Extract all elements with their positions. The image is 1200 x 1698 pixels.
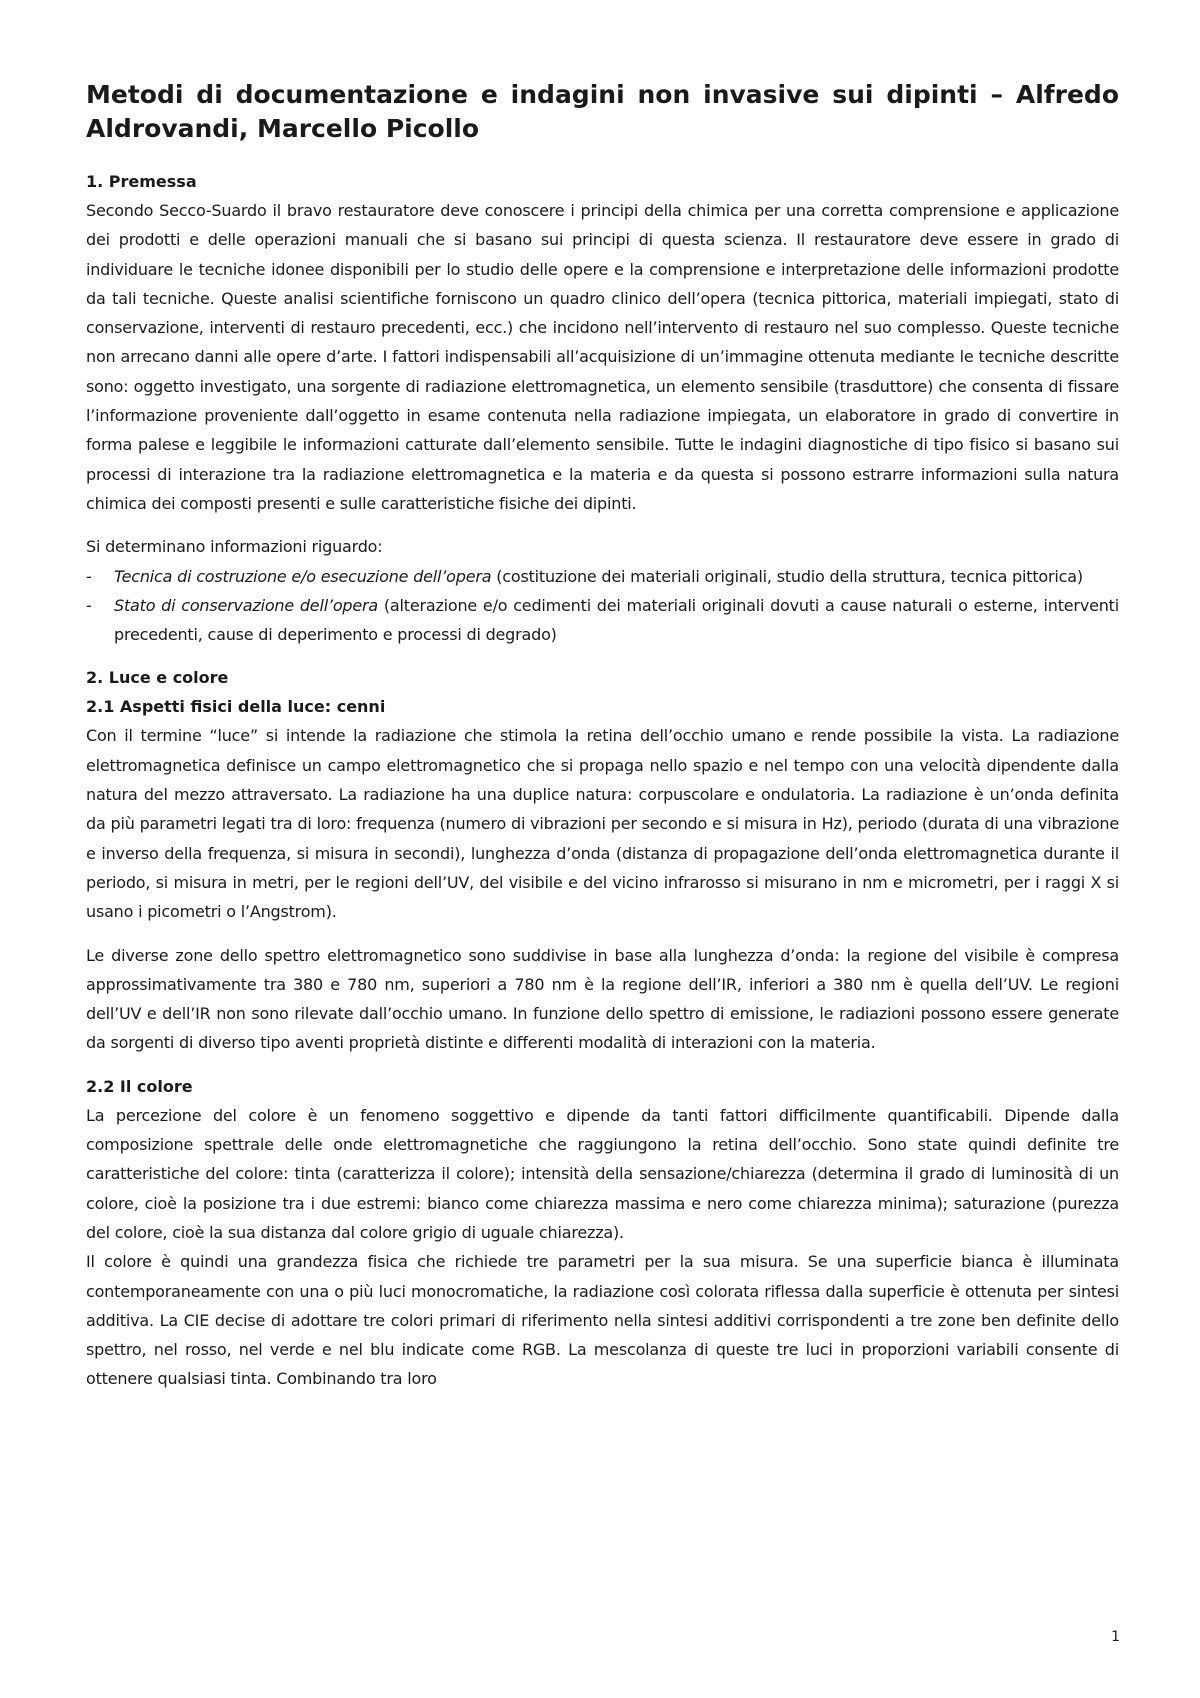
- paragraph-colore-2: Il colore è quindi una grandezza fisica che richiede tre parametri per la sua misura. Se una superficie bianca è illuminata contemporaneamente con una o più luci monocromatiche, la radiazione così colorata riflessa dalla superficie è ottenuta per sintesi additiva. La CIE decise di adottare tre colori primari di riferimento nella sintesi additivi corrispondenti a tre zone ben definite dello spettro, nel rosso, nel verde e nel blu indicate come RGB. La mescolanza di queste tre luci in proporzioni variabili consente di ottenere qualsiasi tinta. Combinando tra loro: [86, 1252, 1119, 1389]
- list-intro: Si determinano informazioni riguardo:: [86, 537, 383, 557]
- document-title: Metodi di documentazione e indagini non invasive sui dipinti – Alfredo Aldrovandi, Marcello Picollo: [86, 80, 1119, 143]
- paragraph-luce-2: Le diverse zone dello spettro elettromagnetico sono suddivise in base alla lunghezza d’onda: la regione del visibile è compresa approssimativamente tra 380 e 780 nm, superiori a 780 nm è la regione dell’IR, inferiori a 380 nm è quella dell’UV. Le regioni dell’UV e dell’IR non sono rilevate dall’occhio umano. In funzione dello spettro di emissione, le radiazioni possono essere generate da sorgenti di diverso tipo aventi proprietà distinte e differenti modalità di interazioni con la materia.: [86, 945, 1119, 1053]
- section-heading-luce-colore: 2. Luce e colore: [86, 668, 229, 688]
- paragraph-colore-1: La percezione del colore è un fenomeno soggettivo e dipende da tanti fattori difficilmente quantificabili. Dipende dalla composizione spettrale delle onde elettromagnetiche che raggiungono la retina dell’occhio. Sono state quindi definite tre caratteristiche del colore: tinta (caratterizza il colore); intensità della sensazione/chiarezza (determina il grado di luminosità di un colore, cioè la posizione tra i due estremi: bianco come chiarezza massima e nero come chiarezza minima); saturazione (purezza del colore, cioè la sua distanza dal colore grigio di uguale chiarezza).: [86, 1105, 1119, 1242]
- page-number: 1: [1111, 1629, 1120, 1645]
- information-list: [86, 562, 1119, 650]
- list-item-italic: Stato di conservazione dell’opera: [114, 595, 378, 615]
- list-item: [86, 591, 1119, 650]
- section-heading-premessa: 1. Premessa: [86, 172, 197, 191]
- subsection-heading-aspetti-fisici: 2.1 Aspetti fisici della luce: cenni: [86, 697, 386, 717]
- dash-bullet: -: [86, 595, 92, 615]
- document-body: [86, 78, 1119, 1394]
- list-item: [86, 562, 1119, 591]
- list-item-italic: Tecnica di costruzione e/o esecuzione dell’opera: [114, 566, 492, 586]
- list-item-text: (costituzione dei materiali originali, studio della struttura, tecnica pittorica): [491, 566, 1083, 586]
- paragraph-luce-1: Con il termine “luce” si intende la radiazione che stimola la retina dell’occhio umano e rende possibile la vista. La radiazione elettromagnetica definisce un campo elettromagnetico che si propaga nello spazio e nel tempo con una velocità dipendente dalla natura del mezzo attraversato. La radiazione ha una duplice natura: corpuscolare e ondulatoria. La radiazione è un’onda definita da più parametri legati tra di loro: frequenza (numero di vibrazioni per secondo e si misura in Hz), periodo (durata di una vibrazione e inverso della frequenza, si misura in secondi), lunghezza d’onda (distanza di propagazione dell’onda elettromagnetica durante il periodo, si misura in metri, per le regioni dell’UV, del visibile e del vicino infrarosso si misurano in nm e micrometri, per i raggi X si usano i picometri o l’Angstrom).: [86, 726, 1119, 922]
- dash-bullet: -: [86, 566, 92, 586]
- subsection-heading-colore: 2.2 Il colore: [86, 1076, 193, 1096]
- paragraph-premessa: Secondo Secco-Suardo il bravo restauratore deve conoscere i principi della chimica per una corretta comprensione e applicazione dei prodotti e delle operazioni manuali che si basano sui principi di questa scienza. Il restauratore deve essere in grado di individuare le tecniche idonee disponibili per lo studio delle opere e la comprensione e interpretazione delle informazioni prodotte da tali tecniche. Queste analisi scientifiche forniscono un quadro clinico dell’opera (tecnica pittorica, materiali impiegati, stato di conservazione, interventi di restauro precedenti, ecc.) che incidono nell’intervento di restauro nel suo complesso. Queste tecniche non arrecano danni alle opere d’arte. I fattori indispensabili all’acquisizione di un’immagine ottenuta mediante le tecniche descritte sono: oggetto investigato, una sorgente di radiazione elettromagnetica, un elemento sensibile (trasduttore) che consenta di fissare l’informazione proveniente dall’oggetto in esame contenuta nella radiazione impiegata, un elaboratore in grado di convertire in forma palese e leggibile le informazioni catturate dall’elemento sensibile. Tutte le indagini diagnostiche di tipo fisico si basano sui processi di interazione tra la radiazione elettromagnetica e la materia e da questa si possono estrarre informazioni sulla natura chimica dei composti presenti e sulle caratteristiche fisiche dei dipinti.: [86, 201, 1119, 513]
- list-item-text: (alterazione e/o cedimenti dei materiali originali dovuti a cause naturali o esterne, interventi precedenti, cause di deperimento e processi di degrado): [114, 595, 1119, 645]
